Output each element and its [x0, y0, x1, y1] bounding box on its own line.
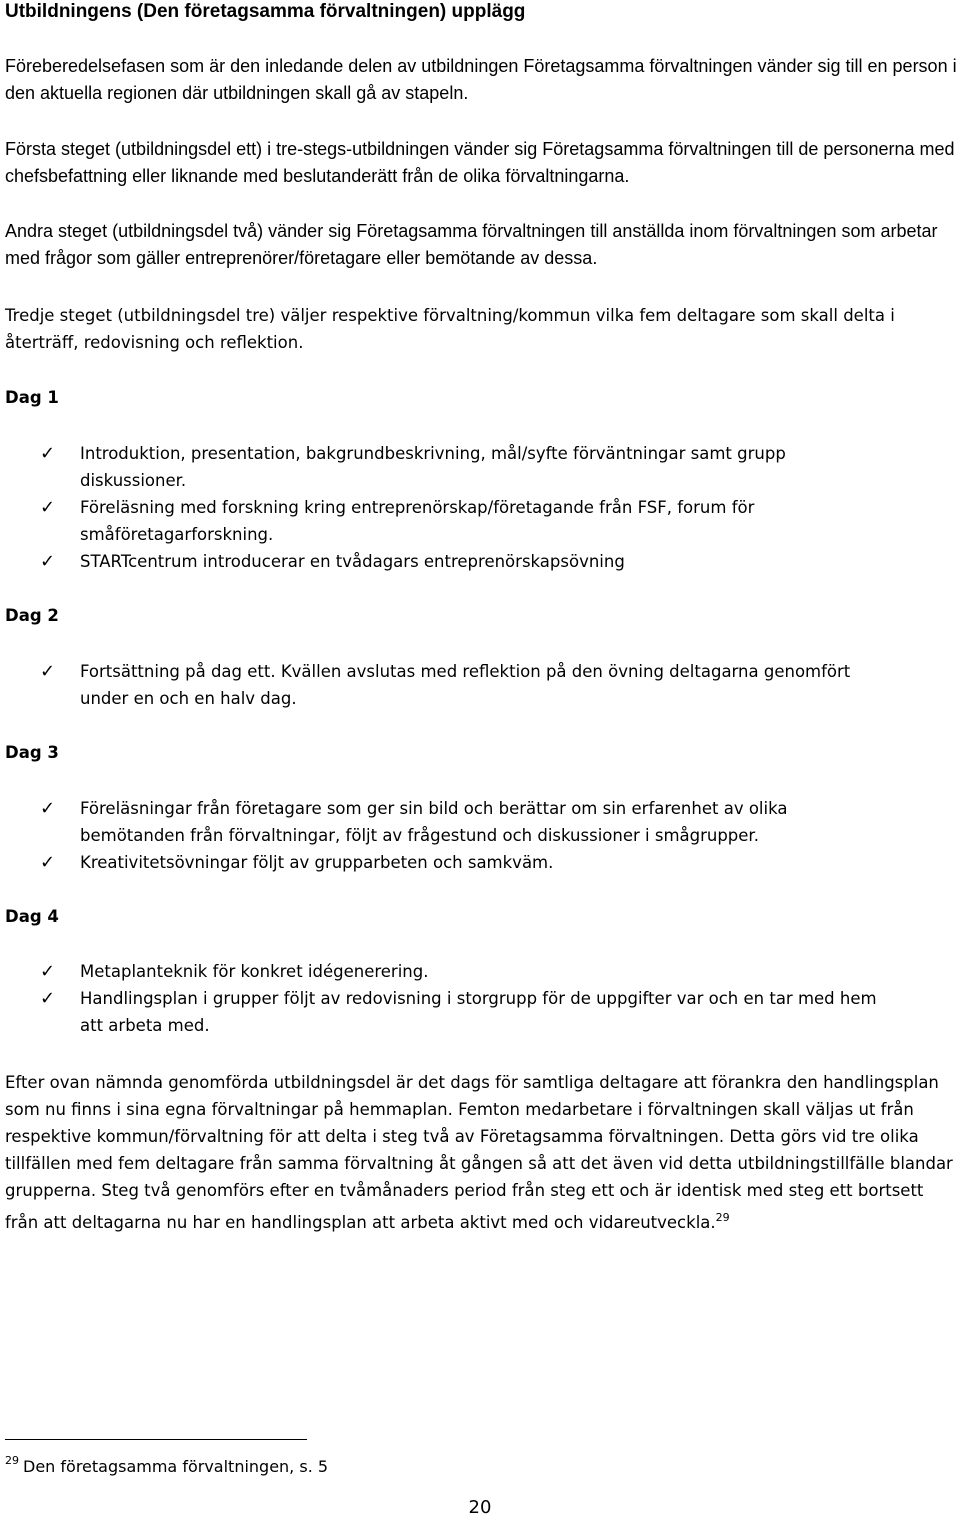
checkmark-icon: ✓ [40, 852, 56, 873]
step-two-paragraph: Andra steget (utbildningsdel två) vänder sig Företagsamma förvaltningen till anställda inom förvaltningen som arbetar med frågor som gäller entreprenörer/företagare eller bemötande av dessa. [5, 221, 938, 268]
list-item-text: Föreläsningar från företagare som ger sin bild och berättar om sin erfarenhet av olika bemötanden från förvaltningar, följt av frågestund och diskussioner i smågrupper. [80, 799, 788, 845]
checkmark-icon: ✓ [40, 551, 56, 572]
day-2-list [0, 658, 960, 712]
checkmark-icon: ✓ [40, 961, 56, 982]
list-item [0, 985, 880, 1039]
step-one-paragraph: Första steget (utbildningsdel ett) i tre-stegs-utbildningen vänder sig Företagsamma förvaltningen till de personerna med chefsbefattning eller liknande med beslutanderätt från de olika förvaltningarna. [5, 139, 955, 186]
list-item [0, 440, 880, 494]
list-item [0, 849, 880, 876]
list-item [0, 958, 880, 985]
list-item-text: Föreläsning med forskning kring entreprenörskap/företagande från FSF, forum för småföretagarforskning. [80, 498, 755, 544]
step-three-paragraph: Tredje steget (utbildningsdel tre) väljer respektive förvaltning/kommun vilka fem deltagare som skall delta i återträff, redovisning och reflektion. [5, 306, 895, 352]
footnote-divider [5, 1439, 307, 1440]
closing-paragraph-text: Efter ovan nämnda genomförda utbildningsdel är det dags för samtliga deltagare att förankra den handlingsplan som nu finns i sina egna förvaltningar på hemmaplan. Femton medarbetare i förvaltningen skall väljas ut från respektive kommun/förvaltning för att delta i steg två av Företagsamma förvaltningen. Detta görs vid tre olika tillfällen med fem deltagare från samma förvaltning åt gången så att det även vid detta utbildningstillfälle blandar grupperna. Steg två genomförs efter en tvåmånaders period från steg ett och är identisk med steg ett bortsett från att deltagarna nu har en handlingsplan att arbeta aktivt med och vidareutveckla. [5, 1073, 953, 1232]
day-4-label: Dag 4 [5, 907, 59, 926]
day-3-list [0, 795, 960, 876]
footnote-reference[interactable]: 29 [715, 1211, 730, 1224]
day-3-label: Dag 3 [5, 743, 59, 762]
list-item-text: Introduktion, presentation, bakgrundbeskrivning, mål/syfte förväntningar samt grupp diskussioner. [80, 444, 786, 490]
checkmark-icon: ✓ [40, 443, 56, 464]
checkmark-icon: ✓ [40, 661, 56, 682]
list-item [0, 795, 880, 849]
footnote [5, 1450, 328, 1478]
footnote-text: Den företagsamma förvaltningen, s. 5 [23, 1457, 329, 1476]
closing-paragraph [5, 1069, 957, 1236]
day-1-list [0, 440, 960, 575]
list-item-text: Fortsättning på dag ett. Kvällen avslutas med reflektion på den övning deltagarna genomfört under en och en halv dag. [80, 662, 851, 708]
page-heading: Utbildningens (Den företagsamma förvaltningen) upplägg [5, 1, 526, 22]
page-number: 20 [468, 1497, 492, 1518]
checkmark-icon: ✓ [40, 988, 56, 1009]
day-1-label: Dag 1 [5, 388, 59, 407]
checkmark-icon: ✓ [40, 497, 56, 518]
footnote-number: 29 [5, 1454, 19, 1467]
day-2-label: Dag 2 [5, 606, 59, 625]
list-item-text: Metaplanteknik för konkret idégenerering. [80, 962, 429, 981]
checkmark-icon: ✓ [40, 798, 56, 819]
list-item-text: Kreativitetsövningar följt av grupparbeten och samkväm. [80, 853, 554, 872]
list-item-text: STARTcentrum introducerar en tvådagars entreprenörskapsövning [80, 552, 625, 571]
day-4-list [0, 958, 960, 1039]
list-item-text: Handlingsplan i grupper följt av redovisning i storgrupp för de uppgifter var och en tar med hem att arbeta med. [80, 989, 877, 1035]
list-item [0, 548, 880, 575]
list-item [0, 658, 880, 712]
intro-paragraph: Föreberedelsefasen som är den inledande delen av utbildningen Företagsamma förvaltningen vänder sig till en person i den aktuella regionen där utbildningen skall gå av stapeln. [5, 56, 957, 103]
list-item [0, 494, 880, 548]
